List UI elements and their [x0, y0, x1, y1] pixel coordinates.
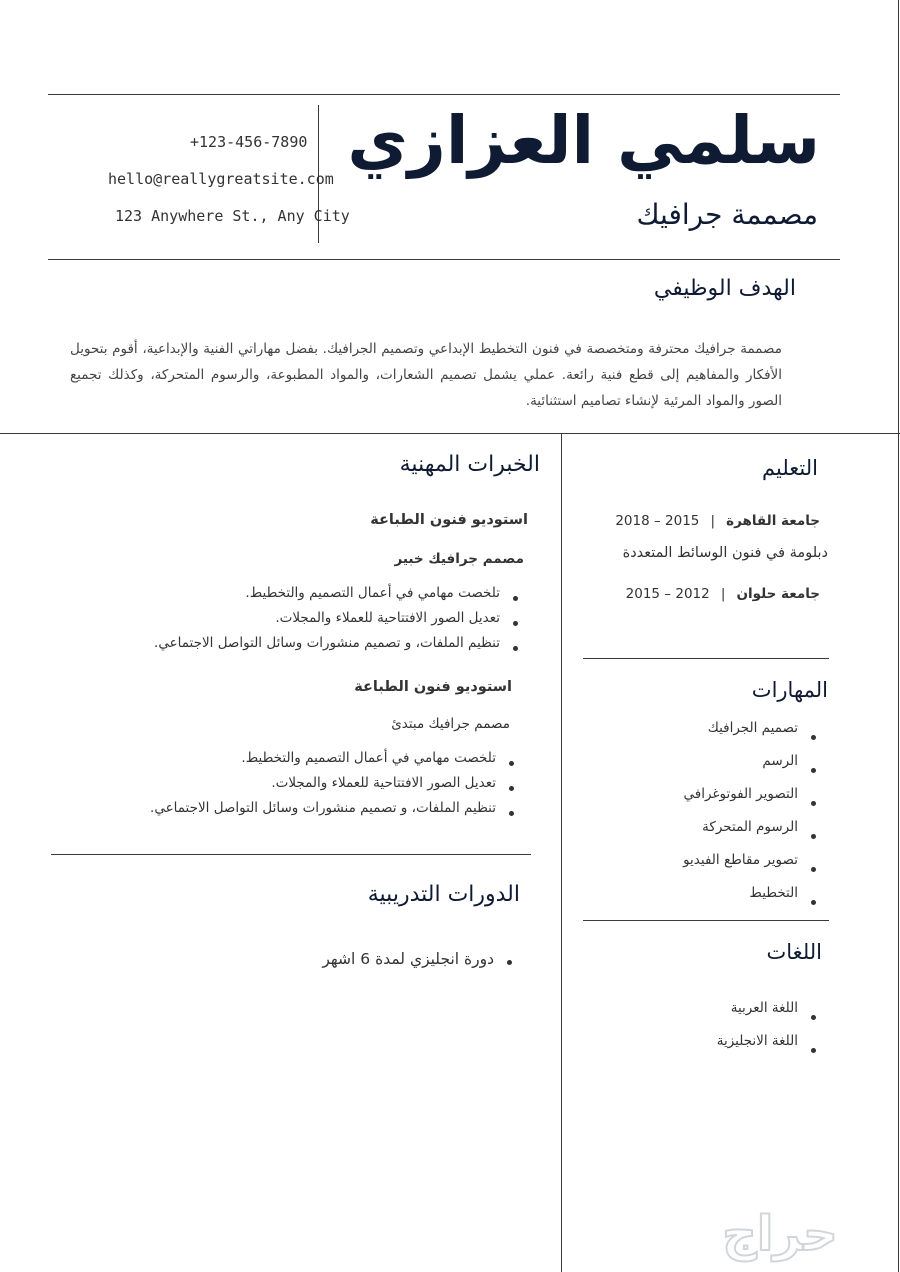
job-role: مصمم جرافيك خبير [394, 551, 524, 567]
header-top-divider [48, 94, 840, 95]
list-item: تعديل الصور الافتتاحية للعملاء والمجلات. [154, 610, 522, 635]
languages-list [717, 1000, 820, 1066]
education-entry-1: جامعة القاهرة | 2015 – 2018 [615, 513, 820, 529]
list-item: اللغة الانجليزية [717, 1033, 820, 1066]
experience-divider [51, 854, 531, 855]
education-school: جامعة القاهرة [726, 513, 820, 529]
job-role: مصمم جرافيك مبتدئ [391, 716, 510, 732]
skills-list [683, 720, 820, 918]
column-divider [561, 433, 562, 1272]
list-item: الرسم [683, 753, 820, 786]
list-item: دورة انجليزي لمدة 6 اشهر [322, 950, 516, 974]
education-entry-2: جامعة حلوان | 2012 – 2015 [625, 586, 820, 602]
list-item: تلخصت مهامي في أعمال التصميم والتخطيط. [150, 750, 518, 775]
page-right-edge [898, 0, 899, 1272]
list-item: تصوير مقاطع الفيديو [683, 852, 820, 885]
watermark-logo [660, 1202, 890, 1266]
objective-heading: الهدف الوظيفي [653, 276, 796, 301]
education-degree: دبلومة في فنون الوسائط المتعددة [622, 545, 828, 561]
email-address: hello@reallygreatsite.com [108, 170, 334, 188]
job-duties-list [150, 750, 518, 825]
list-item: تصميم الجرافيك [683, 720, 820, 753]
postal-address: 123 Anywhere St., Any City [115, 207, 350, 225]
list-item: تنظيم الملفات، و تصميم منشورات وسائل التواصل الاجتماعي. [154, 635, 522, 660]
skills-divider [583, 920, 829, 921]
phone-number: +123-456-7890 [190, 133, 308, 151]
experience-heading: الخبرات المهنية [399, 452, 540, 477]
education-divider [583, 658, 829, 659]
education-heading: التعليم [762, 456, 818, 480]
skills-heading: المهارات [751, 678, 828, 702]
job-company: استوديو فنون الطباعة [354, 679, 512, 695]
header-bottom-divider [48, 259, 840, 260]
education-years: 2015 – 2018 [615, 513, 700, 529]
job-company: استوديو فنون الطباعة [370, 512, 528, 528]
languages-heading: اللغات [766, 940, 822, 964]
job-duties-list [154, 585, 522, 660]
list-item: تنظيم الملفات، و تصميم منشورات وسائل التواصل الاجتماعي. [150, 800, 518, 825]
haraj-logo-icon [660, 1202, 890, 1266]
list-item: الرسوم المتحركة [683, 819, 820, 852]
list-item: التصوير الفوتوغرافي [683, 786, 820, 819]
list-item: اللغة العربية [717, 1000, 820, 1033]
education-school: جامعة حلوان [736, 586, 820, 602]
candidate-title: مصممة جرافيك [636, 198, 818, 231]
list-item: التخطيط [683, 885, 820, 918]
section-divider [0, 433, 900, 434]
courses-list [322, 950, 516, 974]
candidate-name: سلمي العزازي [347, 102, 820, 179]
list-item: تعديل الصور الافتتاحية للعملاء والمجلات. [150, 775, 518, 800]
education-years: 2012 – 2015 [625, 586, 710, 602]
courses-heading: الدورات التدريبية [367, 882, 520, 907]
objective-text: مصممة جرافيك محترفة ومتخصصة في فنون التخطيط الإبداعي وتصميم الجرافيك. بفضل مهاراتي الفنية والإبداعية، أقوم بتحويل الأفكار والمفاهيم إلى قطع فنية رائعة. عملي يشمل تصميم الشعارات، والمواد المطبوعة، والرسوم المتحركة، وكذلك تجميع الصور والمواد المرئية لإنشاء تصاميم استثنائية. [70, 341, 782, 409]
list-item: تلخصت مهامي في أعمال التصميم والتخطيط. [154, 585, 522, 610]
svg-text:حراج: حراج [722, 1206, 838, 1262]
